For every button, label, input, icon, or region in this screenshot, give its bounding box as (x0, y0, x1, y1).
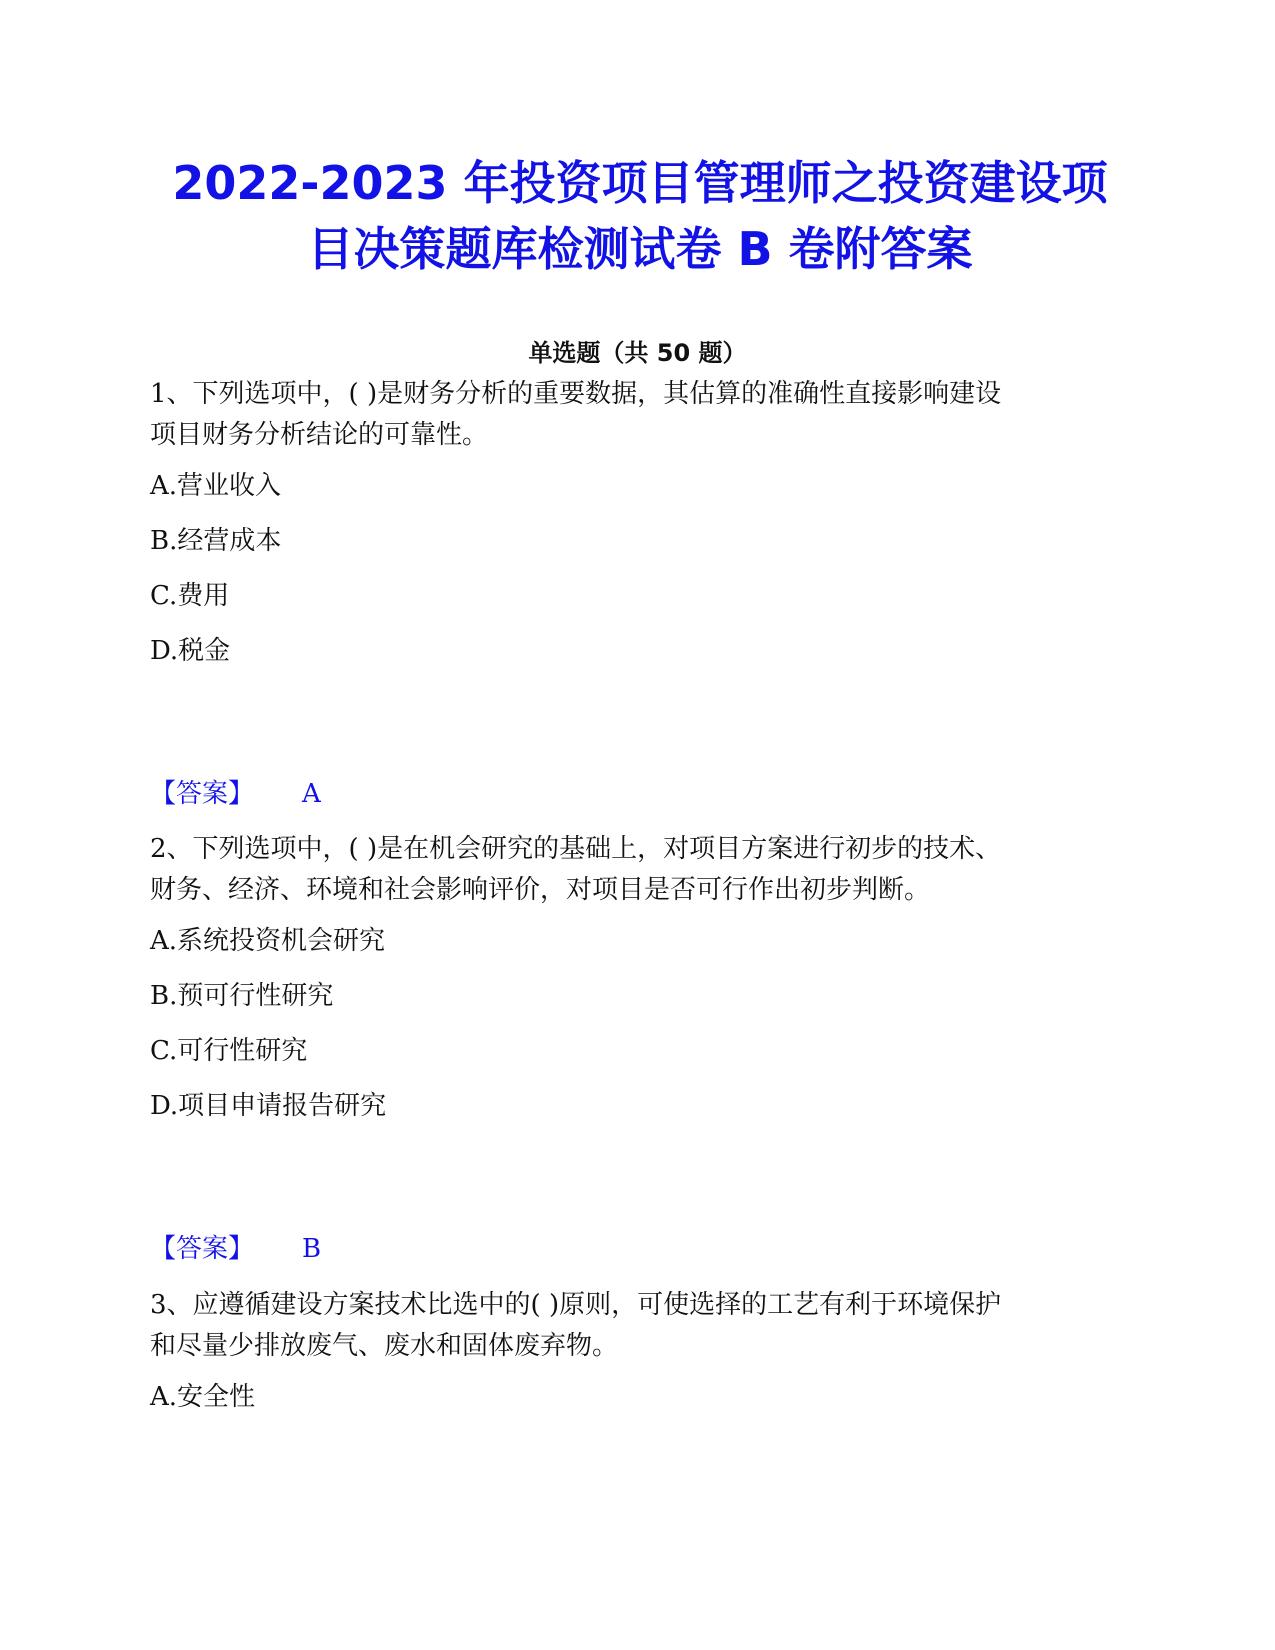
question-1-answer (150, 776, 321, 812)
question-text-line: 和尽量少排放废气、废水和固体废弃物。 (150, 1331, 619, 1361)
title-line-2: 目决策题库检测试卷 B 卷附答案 (307, 222, 973, 276)
question-2-text (150, 829, 1130, 911)
question-2-option-b: B.预可行性研究 (150, 981, 334, 1011)
question-1-option-a: A.营业收入 (150, 471, 282, 501)
question-2-option-a: A.系统投资机会研究 (150, 926, 386, 956)
question-text-line: 财务、经济、环境和社会影响评价，对项目是否可行作出初步判断。 (150, 875, 931, 905)
question-1-text (150, 374, 1130, 456)
question-text-line: 2、下列选项中，( )是在机会研究的基础上，对项目方案进行初步的技术、 (150, 834, 1002, 864)
section-heading: 单选题（共 50 题） (528, 339, 747, 367)
document-title (120, 150, 1160, 282)
answer-label: 【答案】 (150, 779, 255, 809)
question-text-line: 1、下列选项中，( )是财务分析的重要数据，其估算的准确性直接影响建设 (150, 379, 1002, 409)
question-1-option-d: D.税金 (150, 636, 231, 666)
question-3-text (150, 1285, 1130, 1367)
answer-value: B (302, 1234, 322, 1264)
question-2-option-c: C.可行性研究 (150, 1036, 308, 1066)
question-3-option-a: A.安全性 (150, 1382, 256, 1412)
title-line-1: 2022-2023 年投资项目管理师之投资建设项 (172, 156, 1108, 210)
question-2-answer (150, 1231, 321, 1267)
question-1-option-c: C.费用 (150, 581, 230, 611)
question-1-option-b: B.经营成本 (150, 526, 282, 556)
question-text-line: 3、应遵循建设方案技术比选中的( )原则，可使选择的工艺有利于环境保护 (150, 1290, 1002, 1320)
answer-label: 【答案】 (150, 1234, 255, 1264)
question-text-line: 项目财务分析结论的可靠性。 (150, 420, 489, 450)
question-2-option-d: D.项目申请报告研究 (150, 1091, 387, 1121)
answer-value: A (302, 779, 321, 809)
